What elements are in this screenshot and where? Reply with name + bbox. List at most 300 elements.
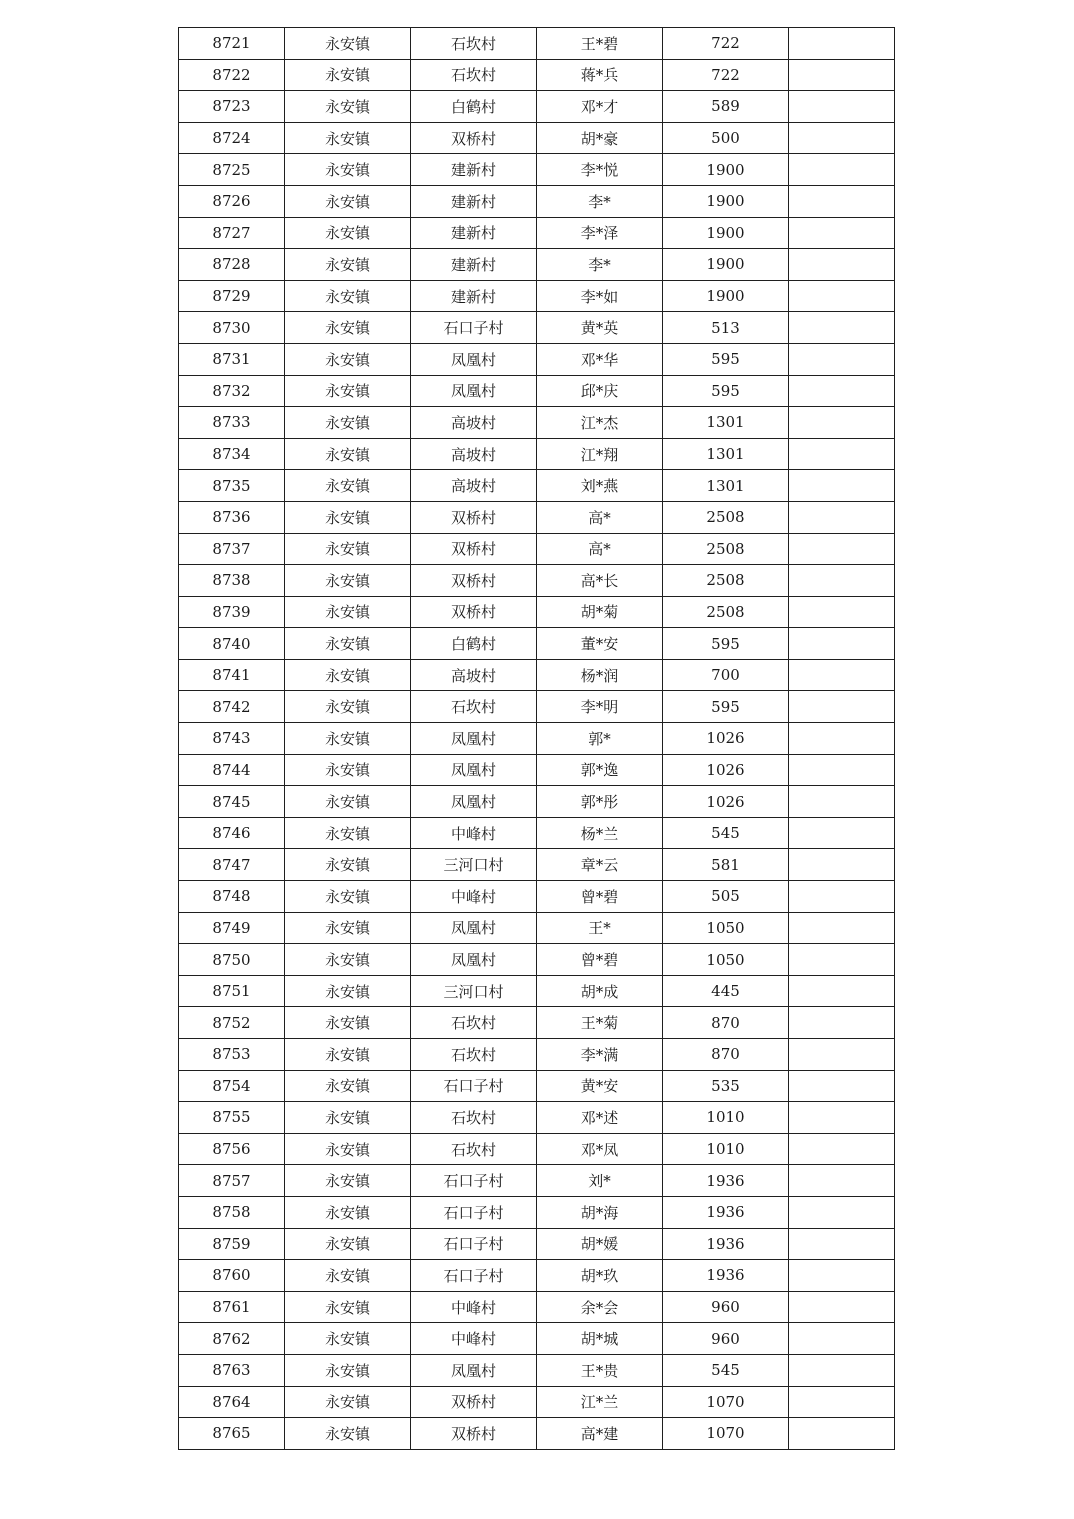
note-cell (789, 817, 895, 849)
village-cell: 凤凰村 (411, 723, 537, 755)
village-cell: 石坎村 (411, 59, 537, 91)
amount-cell: 1301 (663, 470, 789, 502)
note-cell (789, 975, 895, 1007)
name-cell: 邱*庆 (537, 375, 663, 407)
row-number-cell: 8734 (179, 438, 285, 470)
table-row (179, 881, 895, 913)
row-number-cell: 8722 (179, 59, 285, 91)
table-row (179, 912, 895, 944)
amount-cell: 545 (663, 817, 789, 849)
table-row (179, 817, 895, 849)
town-cell: 永安镇 (285, 249, 411, 281)
town-cell: 永安镇 (285, 1007, 411, 1039)
amount-cell: 870 (663, 1039, 789, 1071)
note-cell (789, 659, 895, 691)
amount-cell: 722 (663, 28, 789, 60)
amount-cell: 1936 (663, 1260, 789, 1292)
village-cell: 双桥村 (411, 565, 537, 597)
note-cell (789, 501, 895, 533)
town-cell: 永安镇 (285, 217, 411, 249)
note-cell (789, 1228, 895, 1260)
amount-cell: 1050 (663, 912, 789, 944)
name-cell: 黄*英 (537, 312, 663, 344)
row-number-cell: 8760 (179, 1260, 285, 1292)
table-row (179, 691, 895, 723)
village-cell: 双桥村 (411, 1418, 537, 1450)
table-row (179, 1070, 895, 1102)
amount-cell: 1900 (663, 154, 789, 186)
town-cell: 永安镇 (285, 1291, 411, 1323)
name-cell: 李* (537, 249, 663, 281)
table-row (179, 501, 895, 533)
note-cell (789, 691, 895, 723)
town-cell: 永安镇 (285, 1102, 411, 1134)
data-table (178, 27, 895, 1450)
table-row (179, 470, 895, 502)
note-cell (789, 849, 895, 881)
town-cell: 永安镇 (285, 975, 411, 1007)
name-cell: 胡*媛 (537, 1228, 663, 1260)
table-row (179, 438, 895, 470)
town-cell: 永安镇 (285, 343, 411, 375)
row-number-cell: 8741 (179, 659, 285, 691)
table-row (179, 975, 895, 1007)
amount-cell: 595 (663, 343, 789, 375)
table-row (179, 185, 895, 217)
town-cell: 永安镇 (285, 849, 411, 881)
name-cell: 蒋*兵 (537, 59, 663, 91)
row-number-cell: 8740 (179, 628, 285, 660)
row-number-cell: 8731 (179, 343, 285, 375)
town-cell: 永安镇 (285, 817, 411, 849)
name-cell: 胡*海 (537, 1196, 663, 1228)
village-cell: 凤凰村 (411, 754, 537, 786)
village-cell: 石口子村 (411, 1228, 537, 1260)
village-cell: 白鹤村 (411, 91, 537, 123)
town-cell: 永安镇 (285, 628, 411, 660)
table-row (179, 1418, 895, 1450)
amount-cell: 1900 (663, 280, 789, 312)
village-cell: 双桥村 (411, 1386, 537, 1418)
row-number-cell: 8745 (179, 786, 285, 818)
name-cell: 胡*玖 (537, 1260, 663, 1292)
village-cell: 建新村 (411, 217, 537, 249)
name-cell: 李*悦 (537, 154, 663, 186)
name-cell: 李*明 (537, 691, 663, 723)
name-cell: 郭*彤 (537, 786, 663, 818)
row-number-cell: 8739 (179, 596, 285, 628)
name-cell: 高* (537, 533, 663, 565)
row-number-cell: 8765 (179, 1418, 285, 1450)
table-row (179, 28, 895, 60)
table-row (179, 723, 895, 755)
town-cell: 永安镇 (285, 312, 411, 344)
name-cell: 邓*凤 (537, 1133, 663, 1165)
row-number-cell: 8763 (179, 1354, 285, 1386)
amount-cell: 1936 (663, 1228, 789, 1260)
town-cell: 永安镇 (285, 28, 411, 60)
amount-cell: 595 (663, 628, 789, 660)
table-row (179, 312, 895, 344)
row-number-cell: 8754 (179, 1070, 285, 1102)
name-cell: 高*长 (537, 565, 663, 597)
amount-cell: 595 (663, 691, 789, 723)
village-cell: 石口子村 (411, 1196, 537, 1228)
village-cell: 建新村 (411, 280, 537, 312)
town-cell: 永安镇 (285, 154, 411, 186)
row-number-cell: 8727 (179, 217, 285, 249)
town-cell: 永安镇 (285, 59, 411, 91)
name-cell: 高*建 (537, 1418, 663, 1450)
note-cell (789, 1418, 895, 1450)
amount-cell: 1050 (663, 944, 789, 976)
note-cell (789, 1039, 895, 1071)
table-row (179, 565, 895, 597)
amount-cell: 595 (663, 375, 789, 407)
note-cell (789, 754, 895, 786)
town-cell: 永安镇 (285, 1070, 411, 1102)
name-cell: 胡*豪 (537, 122, 663, 154)
village-cell: 石坎村 (411, 1039, 537, 1071)
amount-cell: 2508 (663, 596, 789, 628)
town-cell: 永安镇 (285, 185, 411, 217)
town-cell: 永安镇 (285, 122, 411, 154)
village-cell: 石口子村 (411, 312, 537, 344)
note-cell (789, 1260, 895, 1292)
village-cell: 建新村 (411, 249, 537, 281)
town-cell: 永安镇 (285, 280, 411, 312)
row-number-cell: 8753 (179, 1039, 285, 1071)
table-row (179, 91, 895, 123)
name-cell: 胡*菊 (537, 596, 663, 628)
name-cell: 王*碧 (537, 28, 663, 60)
table-row (179, 1133, 895, 1165)
village-cell: 石坎村 (411, 1133, 537, 1165)
row-number-cell: 8764 (179, 1386, 285, 1418)
town-cell: 永安镇 (285, 375, 411, 407)
amount-cell: 1026 (663, 786, 789, 818)
village-cell: 高坡村 (411, 407, 537, 439)
table-row (179, 217, 895, 249)
note-cell (789, 217, 895, 249)
name-cell: 邓*华 (537, 343, 663, 375)
table-row (179, 944, 895, 976)
table-row (179, 1165, 895, 1197)
town-cell: 永安镇 (285, 596, 411, 628)
row-number-cell: 8721 (179, 28, 285, 60)
note-cell (789, 185, 895, 217)
row-number-cell: 8749 (179, 912, 285, 944)
row-number-cell: 8758 (179, 1196, 285, 1228)
town-cell: 永安镇 (285, 1354, 411, 1386)
table-row (179, 1291, 895, 1323)
table-row (179, 849, 895, 881)
name-cell: 邓*述 (537, 1102, 663, 1134)
town-cell: 永安镇 (285, 91, 411, 123)
note-cell (789, 1070, 895, 1102)
name-cell: 郭* (537, 723, 663, 755)
row-number-cell: 8735 (179, 470, 285, 502)
amount-cell: 545 (663, 1354, 789, 1386)
name-cell: 曾*碧 (537, 881, 663, 913)
village-cell: 石坎村 (411, 1102, 537, 1134)
table-row (179, 122, 895, 154)
village-cell: 高坡村 (411, 659, 537, 691)
amount-cell: 1936 (663, 1165, 789, 1197)
note-cell (789, 1386, 895, 1418)
table-row (179, 1323, 895, 1355)
amount-cell: 1026 (663, 754, 789, 786)
town-cell: 永安镇 (285, 1386, 411, 1418)
amount-cell: 445 (663, 975, 789, 1007)
row-number-cell: 8755 (179, 1102, 285, 1134)
note-cell (789, 91, 895, 123)
table-row (179, 249, 895, 281)
name-cell: 李*如 (537, 280, 663, 312)
amount-cell: 1900 (663, 217, 789, 249)
village-cell: 双桥村 (411, 122, 537, 154)
village-cell: 高坡村 (411, 470, 537, 502)
row-number-cell: 8737 (179, 533, 285, 565)
amount-cell: 1070 (663, 1386, 789, 1418)
table-row (179, 628, 895, 660)
row-number-cell: 8751 (179, 975, 285, 1007)
town-cell: 永安镇 (285, 723, 411, 755)
amount-cell: 1070 (663, 1418, 789, 1450)
village-cell: 三河口村 (411, 849, 537, 881)
town-cell: 永安镇 (285, 501, 411, 533)
row-number-cell: 8762 (179, 1323, 285, 1355)
note-cell (789, 312, 895, 344)
note-cell (789, 280, 895, 312)
name-cell: 杨*兰 (537, 817, 663, 849)
amount-cell: 535 (663, 1070, 789, 1102)
town-cell: 永安镇 (285, 470, 411, 502)
note-cell (789, 407, 895, 439)
village-cell: 凤凰村 (411, 944, 537, 976)
note-cell (789, 565, 895, 597)
name-cell: 王*贵 (537, 1354, 663, 1386)
town-cell: 永安镇 (285, 659, 411, 691)
village-cell: 中峰村 (411, 1323, 537, 1355)
table-row (179, 1102, 895, 1134)
row-number-cell: 8730 (179, 312, 285, 344)
town-cell: 永安镇 (285, 912, 411, 944)
name-cell: 李*满 (537, 1039, 663, 1071)
note-cell (789, 944, 895, 976)
village-cell: 中峰村 (411, 881, 537, 913)
amount-cell: 1026 (663, 723, 789, 755)
table-row (179, 1196, 895, 1228)
name-cell: 胡*城 (537, 1323, 663, 1355)
row-number-cell: 8747 (179, 849, 285, 881)
note-cell (789, 154, 895, 186)
name-cell: 胡*成 (537, 975, 663, 1007)
town-cell: 永安镇 (285, 1228, 411, 1260)
table-row (179, 533, 895, 565)
note-cell (789, 533, 895, 565)
note-cell (789, 912, 895, 944)
amount-cell: 1010 (663, 1133, 789, 1165)
name-cell: 郭*逸 (537, 754, 663, 786)
village-cell: 凤凰村 (411, 912, 537, 944)
amount-cell: 960 (663, 1291, 789, 1323)
row-number-cell: 8756 (179, 1133, 285, 1165)
amount-cell: 1936 (663, 1196, 789, 1228)
village-cell: 中峰村 (411, 817, 537, 849)
amount-cell: 1900 (663, 185, 789, 217)
row-number-cell: 8748 (179, 881, 285, 913)
row-number-cell: 8725 (179, 154, 285, 186)
name-cell: 邓*才 (537, 91, 663, 123)
note-cell (789, 28, 895, 60)
town-cell: 永安镇 (285, 1196, 411, 1228)
name-cell: 董*安 (537, 628, 663, 660)
row-number-cell: 8724 (179, 122, 285, 154)
table-row (179, 1228, 895, 1260)
amount-cell: 960 (663, 1323, 789, 1355)
village-cell: 凤凰村 (411, 786, 537, 818)
name-cell: 刘*燕 (537, 470, 663, 502)
village-cell: 建新村 (411, 154, 537, 186)
note-cell (789, 1165, 895, 1197)
row-number-cell: 8732 (179, 375, 285, 407)
table-body (179, 28, 895, 1450)
row-number-cell: 8728 (179, 249, 285, 281)
row-number-cell: 8759 (179, 1228, 285, 1260)
amount-cell: 581 (663, 849, 789, 881)
table-row (179, 786, 895, 818)
table-row (179, 659, 895, 691)
name-cell: 江*兰 (537, 1386, 663, 1418)
amount-cell: 1301 (663, 438, 789, 470)
village-cell: 石坎村 (411, 1007, 537, 1039)
note-cell (789, 1007, 895, 1039)
name-cell: 余*会 (537, 1291, 663, 1323)
table-row (179, 407, 895, 439)
village-cell: 石坎村 (411, 691, 537, 723)
amount-cell: 589 (663, 91, 789, 123)
name-cell: 曾*碧 (537, 944, 663, 976)
row-number-cell: 8757 (179, 1165, 285, 1197)
name-cell: 李* (537, 185, 663, 217)
town-cell: 永安镇 (285, 944, 411, 976)
village-cell: 石坎村 (411, 28, 537, 60)
table-row (179, 1039, 895, 1071)
note-cell (789, 249, 895, 281)
village-cell: 双桥村 (411, 501, 537, 533)
name-cell: 李*泽 (537, 217, 663, 249)
row-number-cell: 8750 (179, 944, 285, 976)
row-number-cell: 8744 (179, 754, 285, 786)
village-cell: 建新村 (411, 185, 537, 217)
town-cell: 永安镇 (285, 407, 411, 439)
village-cell: 双桥村 (411, 533, 537, 565)
village-cell: 凤凰村 (411, 1354, 537, 1386)
amount-cell: 500 (663, 122, 789, 154)
amount-cell: 513 (663, 312, 789, 344)
village-cell: 中峰村 (411, 1291, 537, 1323)
table-row (179, 1007, 895, 1039)
name-cell: 杨*润 (537, 659, 663, 691)
table-row (179, 59, 895, 91)
row-number-cell: 8736 (179, 501, 285, 533)
amount-cell: 1900 (663, 249, 789, 281)
town-cell: 永安镇 (285, 1133, 411, 1165)
table-row (179, 343, 895, 375)
name-cell: 王*菊 (537, 1007, 663, 1039)
row-number-cell: 8733 (179, 407, 285, 439)
name-cell: 江*翔 (537, 438, 663, 470)
town-cell: 永安镇 (285, 1418, 411, 1450)
row-number-cell: 8738 (179, 565, 285, 597)
village-cell: 石口子村 (411, 1165, 537, 1197)
town-cell: 永安镇 (285, 1323, 411, 1355)
row-number-cell: 8746 (179, 817, 285, 849)
note-cell (789, 470, 895, 502)
note-cell (789, 881, 895, 913)
town-cell: 永安镇 (285, 438, 411, 470)
row-number-cell: 8726 (179, 185, 285, 217)
village-cell: 石口子村 (411, 1070, 537, 1102)
town-cell: 永安镇 (285, 754, 411, 786)
town-cell: 永安镇 (285, 881, 411, 913)
note-cell (789, 1354, 895, 1386)
amount-cell: 722 (663, 59, 789, 91)
village-cell: 三河口村 (411, 975, 537, 1007)
table-row (179, 375, 895, 407)
note-cell (789, 723, 895, 755)
note-cell (789, 628, 895, 660)
village-cell: 石口子村 (411, 1260, 537, 1292)
name-cell: 高* (537, 501, 663, 533)
name-cell: 章*云 (537, 849, 663, 881)
row-number-cell: 8752 (179, 1007, 285, 1039)
note-cell (789, 1133, 895, 1165)
amount-cell: 2508 (663, 533, 789, 565)
note-cell (789, 375, 895, 407)
table-row (179, 754, 895, 786)
town-cell: 永安镇 (285, 1165, 411, 1197)
amount-cell: 1301 (663, 407, 789, 439)
note-cell (789, 1196, 895, 1228)
table-row (179, 1386, 895, 1418)
row-number-cell: 8761 (179, 1291, 285, 1323)
note-cell (789, 122, 895, 154)
row-number-cell: 8742 (179, 691, 285, 723)
town-cell: 永安镇 (285, 786, 411, 818)
amount-cell: 2508 (663, 501, 789, 533)
village-cell: 白鹤村 (411, 628, 537, 660)
town-cell: 永安镇 (285, 1260, 411, 1292)
amount-cell: 870 (663, 1007, 789, 1039)
note-cell (789, 1323, 895, 1355)
table-row (179, 1260, 895, 1292)
village-cell: 高坡村 (411, 438, 537, 470)
amount-cell: 2508 (663, 565, 789, 597)
amount-cell: 700 (663, 659, 789, 691)
name-cell: 刘* (537, 1165, 663, 1197)
row-number-cell: 8743 (179, 723, 285, 755)
amount-cell: 1010 (663, 1102, 789, 1134)
name-cell: 王* (537, 912, 663, 944)
note-cell (789, 1291, 895, 1323)
note-cell (789, 786, 895, 818)
table-row (179, 596, 895, 628)
row-number-cell: 8729 (179, 280, 285, 312)
town-cell: 永安镇 (285, 1039, 411, 1071)
town-cell: 永安镇 (285, 565, 411, 597)
